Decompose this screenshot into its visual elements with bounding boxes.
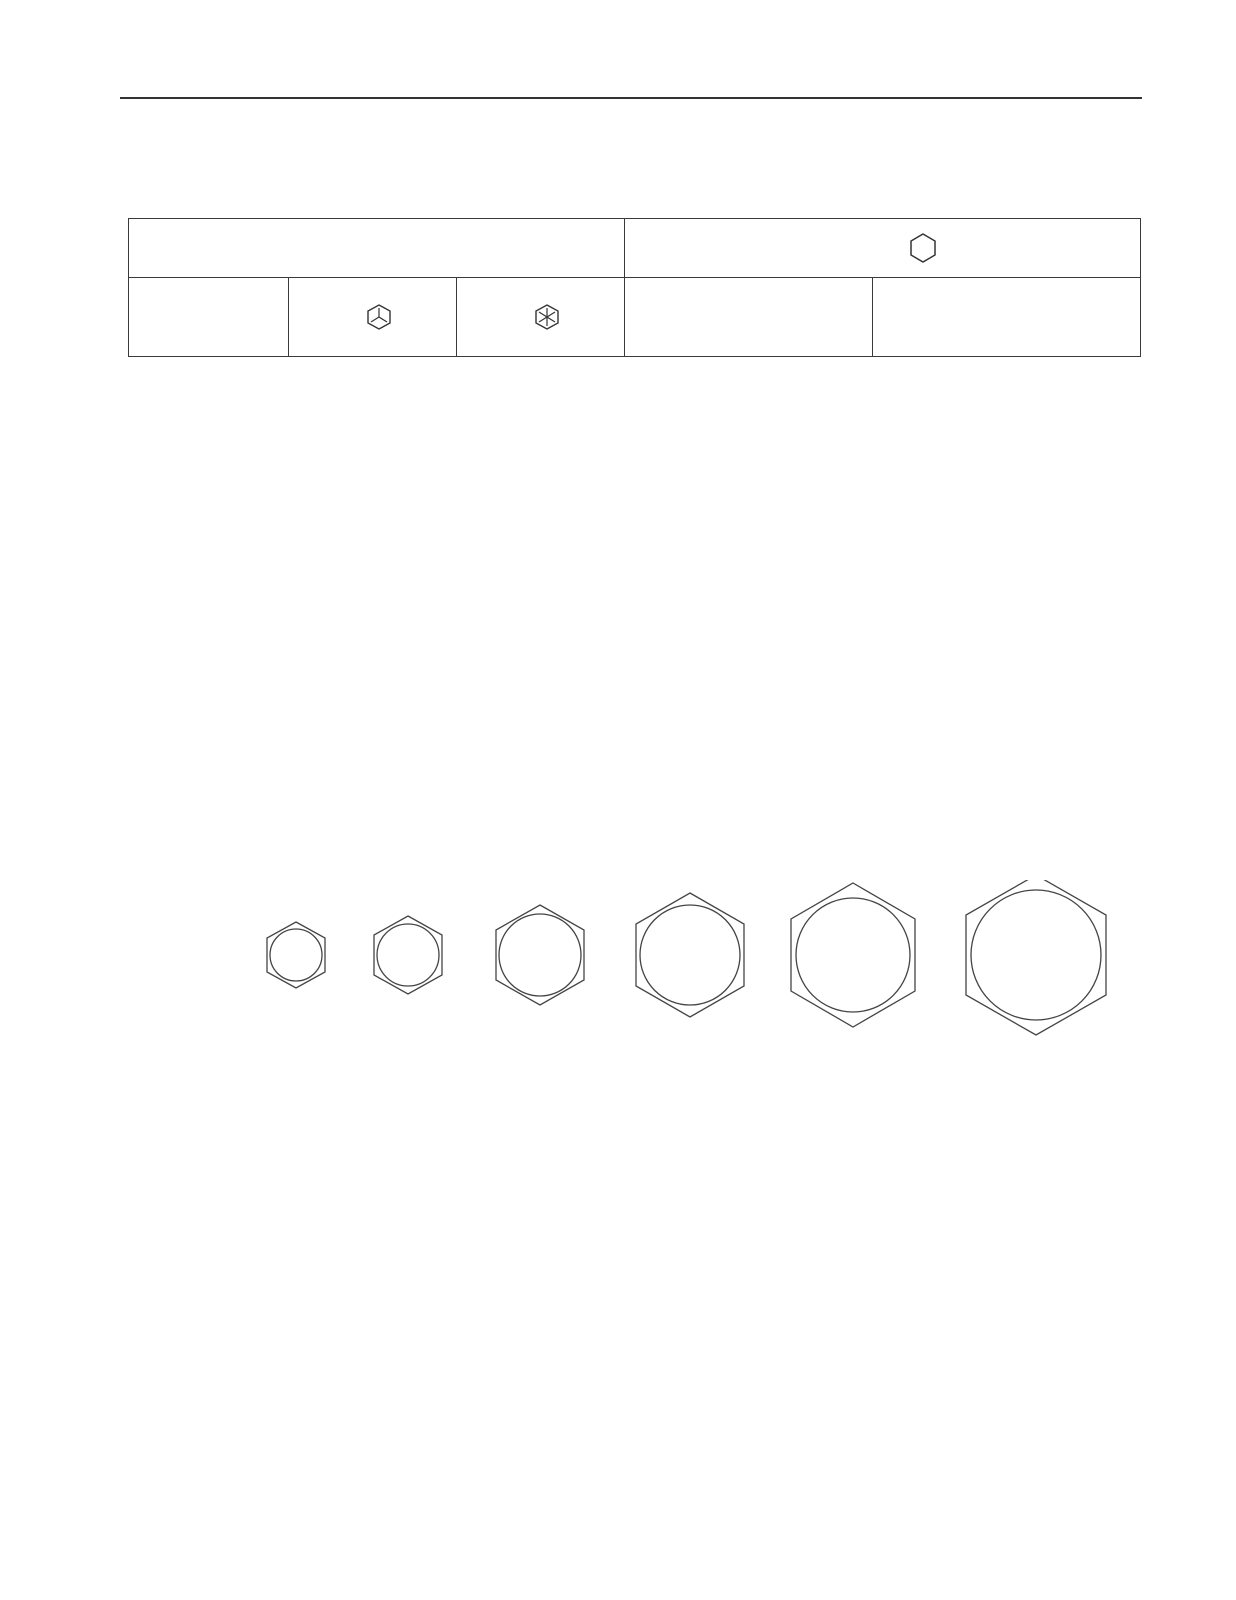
grade-8-8-icon [908,233,938,263]
col-sae-gr5 [289,278,457,357]
col-sae-grade [129,278,289,357]
col-approx-sae-gr5 [873,278,1141,357]
col-sae-gr8 [457,278,625,357]
bolt-head-m8-icon [374,916,442,994]
header-american [129,219,625,278]
bolt-head-m12-icon [636,893,744,1017]
bolt-head-m10-icon [496,905,584,1005]
col-property-class [625,278,873,357]
torque-table [128,218,1141,357]
header-metric [625,219,1141,278]
grade-5-marking-icon [366,304,392,330]
grade-8-marking-icon [534,304,560,330]
bolt-head-m14-icon [791,883,915,1027]
header-rule [120,97,1142,99]
bolt-head-m6-icon [267,922,325,988]
bolt-head-m16-icon [966,880,1106,1035]
length-ruler [240,1155,660,1191]
bolt-heads-diagram [0,880,1236,1060]
